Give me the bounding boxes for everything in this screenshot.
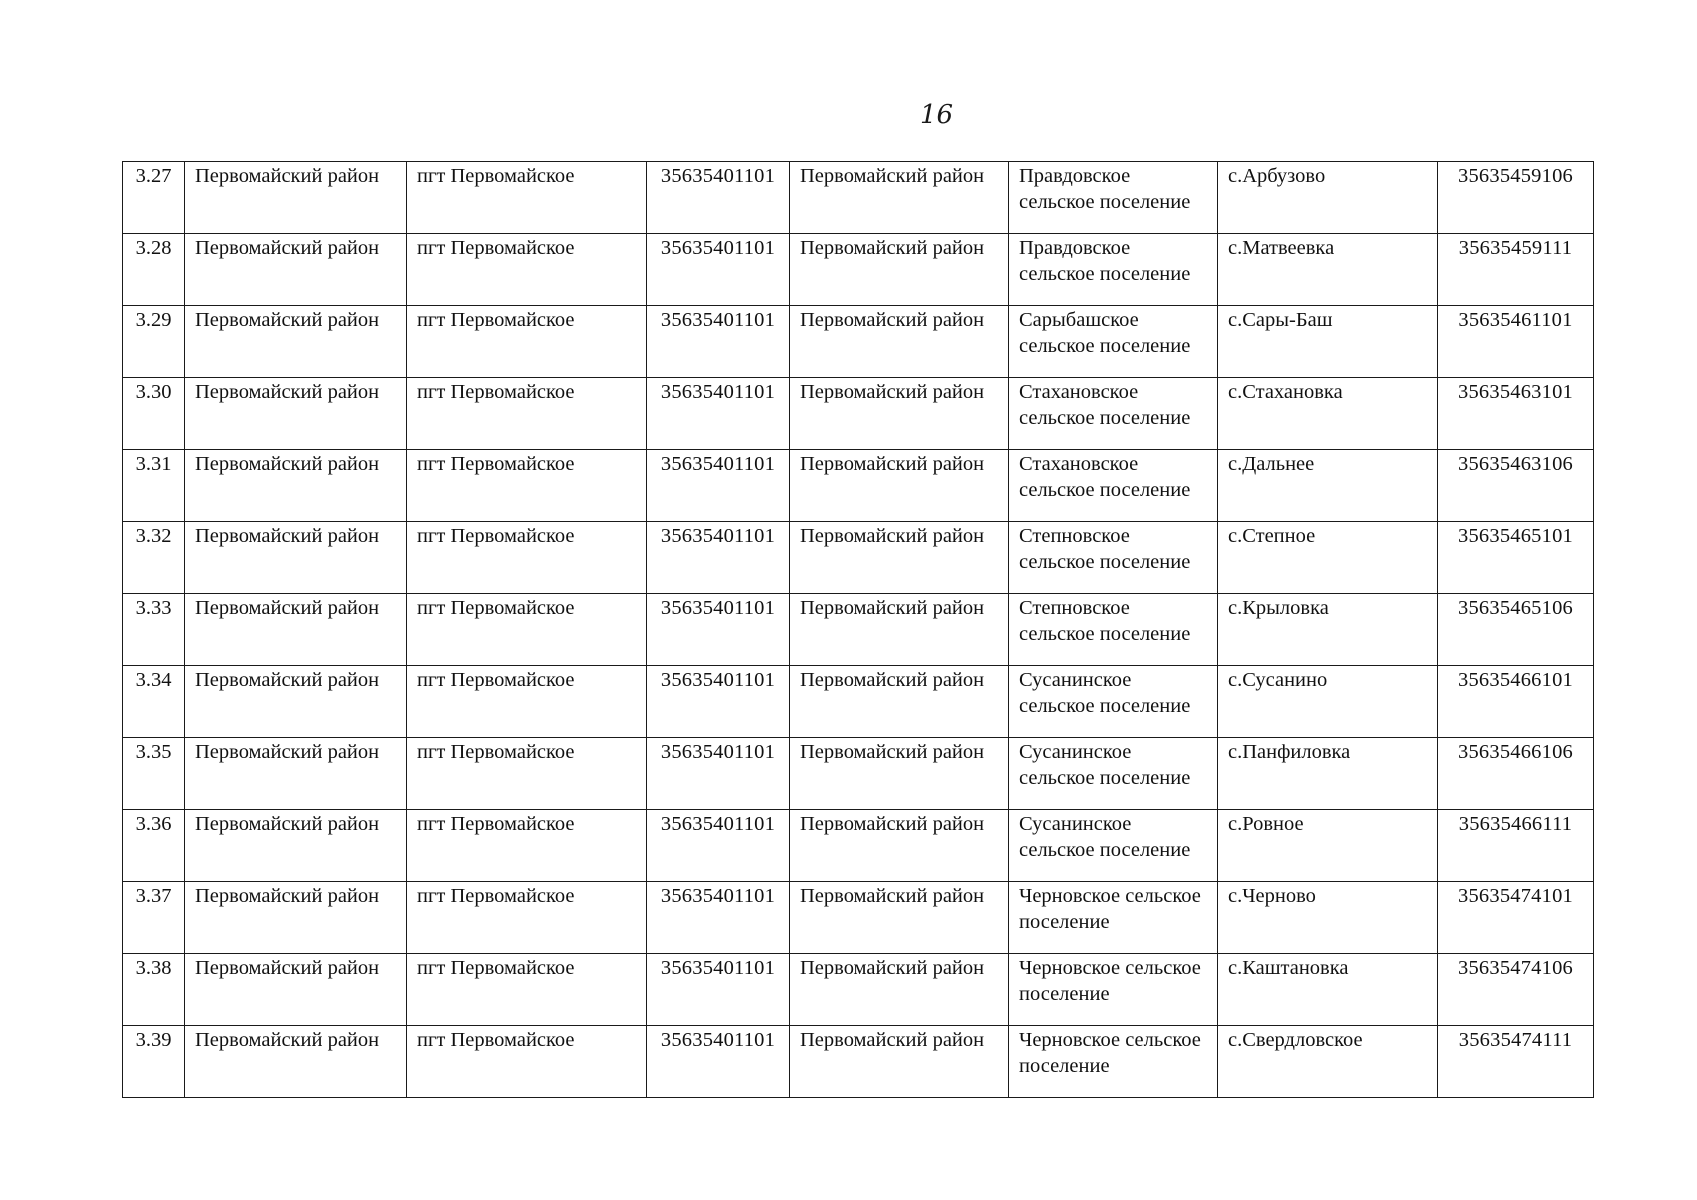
- district-text: Первомайский район: [800, 885, 985, 907]
- district-text: Первомайский район: [195, 1029, 380, 1051]
- admin-center-text: пгт Первомайское: [417, 957, 575, 979]
- district-cell: [185, 450, 407, 522]
- admin-center-text: пгт Первомайское: [417, 741, 575, 763]
- admin-center-cell: [407, 594, 647, 666]
- row-number-text: 3.28: [135, 237, 172, 259]
- village-cell: [1218, 162, 1438, 234]
- village-text: с.Стахановка: [1228, 381, 1343, 403]
- table-row: [123, 234, 1594, 306]
- center-code-cell: [647, 810, 790, 882]
- settlement-cell: [1009, 162, 1218, 234]
- row-number-text: 3.39: [135, 1029, 172, 1051]
- row-number-cell: [123, 162, 185, 234]
- center-code-cell: [647, 882, 790, 954]
- admin-center-cell: [407, 1026, 647, 1098]
- settlement-cell: [1009, 1026, 1218, 1098]
- village-code-cell: [1438, 522, 1594, 594]
- village-code-text: 35635474101: [1458, 885, 1573, 907]
- village-cell: [1218, 882, 1438, 954]
- village-code-cell: [1438, 954, 1594, 1026]
- village-text: с.Панфиловка: [1228, 741, 1351, 763]
- center-code-text: 35635401101: [660, 957, 776, 979]
- district-text: Первомайский район: [800, 597, 985, 619]
- table-body: [123, 162, 1594, 1098]
- row-number-cell: [123, 666, 185, 738]
- settlement-text: Правдовское сельское поселение: [1019, 165, 1191, 213]
- district-text: Первомайский район: [800, 165, 985, 187]
- village-code-text: 35635466106: [1458, 741, 1573, 763]
- district-cell: [185, 594, 407, 666]
- district-text: Первомайский район: [800, 525, 985, 547]
- center-code-text: 35635401101: [660, 669, 776, 691]
- village-code-text: 35635466101: [1458, 669, 1573, 691]
- village-code-cell: [1438, 1026, 1594, 1098]
- district-cell: [790, 954, 1009, 1026]
- village-code-cell: [1438, 738, 1594, 810]
- village-code-text: 35635466111: [1458, 813, 1573, 835]
- settlement-cell: [1009, 954, 1218, 1026]
- admin-center-cell: [407, 306, 647, 378]
- district-cell: [790, 378, 1009, 450]
- village-cell: [1218, 306, 1438, 378]
- row-number-text: 3.33: [135, 597, 172, 619]
- district-cell: [185, 306, 407, 378]
- district-cell: [185, 234, 407, 306]
- row-number-text: 3.36: [135, 813, 172, 835]
- district-cell: [790, 666, 1009, 738]
- settlement-text: Степновское сельское поселение: [1019, 525, 1191, 573]
- village-text: с.Дальнее: [1228, 453, 1315, 475]
- village-code-text: 35635463101: [1458, 381, 1573, 403]
- village-cell: [1218, 666, 1438, 738]
- district-text: Первомайский район: [800, 453, 985, 475]
- table-row: [123, 162, 1594, 234]
- district-text: Первомайский район: [800, 813, 985, 835]
- center-code-text: 35635401101: [660, 453, 776, 475]
- village-code-text: 35635463106: [1458, 453, 1573, 475]
- district-text: Первомайский район: [800, 381, 985, 403]
- village-cell: [1218, 594, 1438, 666]
- district-cell: [185, 810, 407, 882]
- admin-center-cell: [407, 666, 647, 738]
- table-row: [123, 522, 1594, 594]
- admin-center-text: пгт Первомайское: [417, 237, 575, 259]
- admin-center-cell: [407, 882, 647, 954]
- village-cell: [1218, 450, 1438, 522]
- village-cell: [1218, 234, 1438, 306]
- row-number-text: 3.38: [135, 957, 172, 979]
- village-code-text: 35635459111: [1458, 237, 1573, 259]
- settlement-cell: [1009, 810, 1218, 882]
- page-number: 16: [920, 100, 954, 130]
- row-number-cell: [123, 954, 185, 1026]
- row-number-text: 3.31: [135, 453, 172, 475]
- village-text: с.Степное: [1228, 525, 1316, 547]
- table-row: [123, 738, 1594, 810]
- village-code-text: 35635461101: [1458, 309, 1573, 331]
- village-cell: [1218, 522, 1438, 594]
- district-cell: [185, 522, 407, 594]
- center-code-cell: [647, 234, 790, 306]
- district-text: Первомайский район: [195, 813, 380, 835]
- village-text: с.Сусанино: [1228, 669, 1328, 691]
- row-number-cell: [123, 594, 185, 666]
- settlement-text: Сусанинское сельское поселение: [1019, 813, 1191, 861]
- row-number-cell: [123, 882, 185, 954]
- admin-center-text: пгт Первомайское: [417, 885, 575, 907]
- table-row: [123, 954, 1594, 1026]
- admin-center-cell: [407, 522, 647, 594]
- row-number-text: 3.34: [135, 669, 172, 691]
- row-number-cell: [123, 378, 185, 450]
- district-cell: [185, 738, 407, 810]
- district-cell: [790, 594, 1009, 666]
- admin-center-cell: [407, 954, 647, 1026]
- district-text: Первомайский район: [800, 669, 985, 691]
- village-code-cell: [1438, 378, 1594, 450]
- settlement-text: Стахановское сельское поселение: [1019, 453, 1191, 501]
- table-row: [123, 882, 1594, 954]
- district-cell: [185, 882, 407, 954]
- row-number-cell: [123, 810, 185, 882]
- village-text: с.Матвеевка: [1228, 237, 1335, 259]
- admin-center-cell: [407, 162, 647, 234]
- settlement-cell: [1009, 234, 1218, 306]
- settlement-cell: [1009, 594, 1218, 666]
- admin-center-text: пгт Первомайское: [417, 381, 575, 403]
- row-number-cell: [123, 306, 185, 378]
- row-number-text: 3.35: [135, 741, 172, 763]
- admin-center-text: пгт Первомайское: [417, 453, 575, 475]
- village-cell: [1218, 810, 1438, 882]
- village-code-cell: [1438, 594, 1594, 666]
- district-cell: [790, 450, 1009, 522]
- village-cell: [1218, 1026, 1438, 1098]
- district-text: Первомайский район: [195, 165, 380, 187]
- district-cell: [790, 1026, 1009, 1098]
- table-row: [123, 594, 1594, 666]
- village-text: с.Свердловское: [1228, 1029, 1363, 1051]
- district-cell: [790, 882, 1009, 954]
- settlement-text: Черновское сельское поселение: [1019, 957, 1201, 1005]
- row-number-text: 3.27: [135, 165, 172, 187]
- settlement-text: Черновское сельское поселение: [1019, 1029, 1201, 1077]
- center-code-cell: [647, 450, 790, 522]
- center-code-text: 35635401101: [660, 381, 776, 403]
- settlement-cell: [1009, 522, 1218, 594]
- district-cell: [790, 162, 1009, 234]
- row-number-text: 3.30: [135, 381, 172, 403]
- village-code-cell: [1438, 162, 1594, 234]
- district-text: Первомайский район: [800, 237, 985, 259]
- settlements-table: [122, 161, 1594, 1098]
- district-cell: [790, 306, 1009, 378]
- settlement-text: Сусанинское сельское поселение: [1019, 741, 1191, 789]
- admin-center-text: пгт Первомайское: [417, 525, 575, 547]
- table-row: [123, 306, 1594, 378]
- admin-center-cell: [407, 378, 647, 450]
- center-code-text: 35635401101: [660, 237, 776, 259]
- village-code-text: 35635465106: [1458, 597, 1573, 619]
- district-text: Первомайский район: [195, 309, 380, 331]
- district-text: Первомайский район: [195, 453, 380, 475]
- village-code-text: 35635459106: [1458, 165, 1573, 187]
- row-number-cell: [123, 522, 185, 594]
- center-code-text: 35635401101: [660, 885, 776, 907]
- settlement-text: Сусанинское сельское поселение: [1019, 669, 1191, 717]
- settlement-text: Сарыбашское сельское поселение: [1019, 309, 1191, 357]
- admin-center-text: пгт Первомайское: [417, 309, 575, 331]
- district-text: Первомайский район: [195, 597, 380, 619]
- district-cell: [185, 1026, 407, 1098]
- district-cell: [185, 666, 407, 738]
- district-text: Первомайский район: [800, 741, 985, 763]
- admin-center-text: пгт Первомайское: [417, 165, 575, 187]
- settlement-cell: [1009, 666, 1218, 738]
- village-code-cell: [1438, 666, 1594, 738]
- admin-center-cell: [407, 450, 647, 522]
- settlement-cell: [1009, 378, 1218, 450]
- table-row: [123, 450, 1594, 522]
- admin-center-text: пгт Первомайское: [417, 1029, 575, 1051]
- village-cell: [1218, 738, 1438, 810]
- admin-center-cell: [407, 234, 647, 306]
- settlement-cell: [1009, 450, 1218, 522]
- row-number-cell: [123, 738, 185, 810]
- center-code-cell: [647, 666, 790, 738]
- row-number-cell: [123, 234, 185, 306]
- center-code-text: 35635401101: [660, 597, 776, 619]
- settlement-cell: [1009, 882, 1218, 954]
- district-text: Первомайский район: [195, 381, 380, 403]
- village-text: с.Крыловка: [1228, 597, 1329, 619]
- admin-center-cell: [407, 810, 647, 882]
- settlement-text: Правдовское сельское поселение: [1019, 237, 1191, 285]
- table-row: [123, 1026, 1594, 1098]
- center-code-cell: [647, 522, 790, 594]
- village-text: с.Арбузово: [1228, 165, 1326, 187]
- district-text: Первомайский район: [195, 525, 380, 547]
- district-cell: [185, 378, 407, 450]
- village-code-cell: [1438, 306, 1594, 378]
- admin-center-text: пгт Первомайское: [417, 597, 575, 619]
- district-text: Первомайский район: [800, 957, 985, 979]
- village-code-text: 35635465101: [1458, 525, 1573, 547]
- village-code-cell: [1438, 450, 1594, 522]
- center-code-text: 35635401101: [660, 165, 776, 187]
- center-code-cell: [647, 378, 790, 450]
- district-text: Первомайский район: [195, 237, 380, 259]
- admin-center-text: пгт Первомайское: [417, 813, 575, 835]
- settlement-text: Стахановское сельское поселение: [1019, 381, 1191, 429]
- district-cell: [185, 162, 407, 234]
- row-number-text: 3.32: [135, 525, 172, 547]
- table-row: [123, 666, 1594, 738]
- village-code-text: 35635474106: [1458, 957, 1573, 979]
- row-number-text: 3.29: [135, 309, 172, 331]
- village-text: с.Черново: [1228, 885, 1316, 907]
- village-cell: [1218, 954, 1438, 1026]
- center-code-text: 35635401101: [660, 309, 776, 331]
- district-cell: [790, 522, 1009, 594]
- center-code-cell: [647, 1026, 790, 1098]
- settlement-cell: [1009, 738, 1218, 810]
- village-text: с.Сары-Баш: [1228, 309, 1333, 331]
- center-code-cell: [647, 162, 790, 234]
- district-text: Первомайский район: [195, 741, 380, 763]
- district-text: Первомайский район: [800, 309, 985, 331]
- admin-center-text: пгт Первомайское: [417, 669, 575, 691]
- center-code-cell: [647, 594, 790, 666]
- district-text: Первомайский район: [800, 1029, 985, 1051]
- row-number-cell: [123, 450, 185, 522]
- district-text: Первомайский район: [195, 669, 380, 691]
- table-row: [123, 378, 1594, 450]
- village-code-text: 35635474111: [1458, 1029, 1573, 1051]
- village-code-cell: [1438, 234, 1594, 306]
- village-text: с.Каштановка: [1228, 957, 1349, 979]
- settlement-cell: [1009, 306, 1218, 378]
- row-number-cell: [123, 1026, 185, 1098]
- table-row: [123, 810, 1594, 882]
- district-text: Первомайский район: [195, 885, 380, 907]
- center-code-cell: [647, 954, 790, 1026]
- village-text: с.Ровное: [1228, 813, 1304, 835]
- center-code-cell: [647, 738, 790, 810]
- center-code-text: 35635401101: [660, 741, 776, 763]
- village-cell: [1218, 378, 1438, 450]
- settlement-text: Степновское сельское поселение: [1019, 597, 1191, 645]
- center-code-text: 35635401101: [660, 1029, 776, 1051]
- district-cell: [185, 954, 407, 1026]
- center-code-text: 35635401101: [660, 813, 776, 835]
- admin-center-cell: [407, 738, 647, 810]
- center-code-cell: [647, 306, 790, 378]
- district-text: Первомайский район: [195, 957, 380, 979]
- district-cell: [790, 234, 1009, 306]
- district-cell: [790, 810, 1009, 882]
- settlement-text: Черновское сельское поселение: [1019, 885, 1201, 933]
- row-number-text: 3.37: [135, 885, 172, 907]
- village-code-cell: [1438, 882, 1594, 954]
- center-code-text: 35635401101: [660, 525, 776, 547]
- district-cell: [790, 738, 1009, 810]
- village-code-cell: [1438, 810, 1594, 882]
